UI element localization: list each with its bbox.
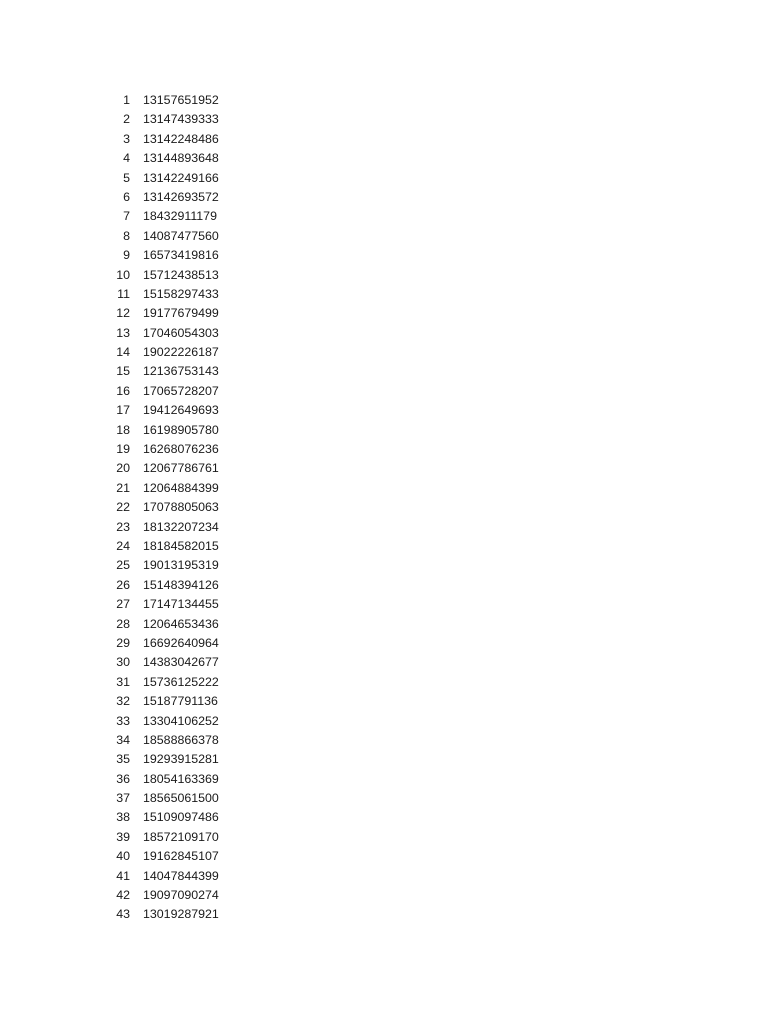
list-row [0,770,768,789]
list-row [0,634,768,653]
row-index: 28 [116,616,130,631]
list-row [0,246,768,265]
list-row [0,518,768,537]
row-value: 16573419816 [143,248,219,263]
row-index: 15 [116,364,130,379]
row-value: 14383042677 [143,655,219,670]
list-row [0,712,768,731]
list-row [0,576,768,595]
list-row [0,498,768,517]
row-index: 24 [116,538,130,553]
list-row [0,595,768,614]
list-row [0,401,768,420]
row-index: 10 [116,267,130,282]
row-index: 11 [117,286,130,301]
list-row [0,653,768,672]
row-index: 2 [123,112,130,127]
list-row [0,266,768,285]
list-row [0,343,768,362]
list-row [0,188,768,207]
row-value: 12136753143 [143,364,219,379]
row-value: 18588866378 [143,732,219,747]
row-value: 17046054303 [143,325,219,340]
list-row [0,789,768,808]
row-index: 29 [116,635,130,650]
row-index: 26 [116,577,130,592]
row-value: 19022226187 [143,345,219,360]
row-index: 32 [116,694,130,709]
row-value: 18432911179 [143,209,217,224]
list-row [0,847,768,866]
row-index: 35 [116,752,130,767]
row-index: 21 [116,480,130,495]
number-list [0,91,768,925]
row-index: 43 [116,907,130,922]
row-value: 15109097486 [143,810,219,825]
row-index: 6 [123,189,130,204]
row-value: 19412649693 [143,403,219,418]
row-index: 4 [123,151,130,166]
row-index: 14 [116,345,130,360]
row-value: 15148394126 [143,577,219,592]
row-index: 12 [116,306,130,321]
row-index: 34 [116,732,130,747]
list-row [0,362,768,381]
row-index: 19 [116,442,130,457]
row-value: 12064653436 [143,616,219,631]
row-index: 33 [116,713,130,728]
list-row [0,905,768,924]
row-value: 19162845107 [143,849,219,864]
list-row [0,673,768,692]
row-index: 31 [116,674,130,689]
row-value: 18132207234 [143,519,219,534]
row-index: 25 [116,558,130,573]
list-row [0,615,768,634]
row-index: 17 [116,403,130,418]
list-row [0,169,768,188]
list-row [0,537,768,556]
row-value: 12064884399 [143,480,219,495]
row-value: 13144893648 [143,151,219,166]
list-row [0,421,768,440]
list-row [0,731,768,750]
list-row [0,808,768,827]
row-value: 14047844399 [143,868,219,883]
row-value: 13157651952 [143,93,219,107]
list-row [0,207,768,226]
row-value: 17147134455 [143,597,219,612]
list-row [0,130,768,149]
row-index: 39 [116,829,130,844]
row-value: 16268076236 [143,442,219,457]
row-index: 8 [123,228,130,243]
list-row [0,867,768,886]
row-index: 20 [116,461,130,476]
row-value: 16692640964 [143,635,219,650]
row-value: 15712438513 [143,267,219,282]
row-index: 18 [116,422,130,437]
row-value: 14087477560 [143,228,219,243]
row-value: 19177679499 [143,306,219,321]
row-index: 7 [123,209,130,224]
row-index: 36 [116,771,130,786]
row-value: 13019287921 [143,907,219,922]
row-index: 1 [123,93,130,107]
row-index: 40 [116,849,130,864]
row-value: 19013195319 [143,558,219,573]
row-index: 42 [116,888,130,903]
row-index: 27 [116,597,130,612]
row-value: 13142248486 [143,131,219,146]
row-index: 13 [116,325,130,340]
row-value: 12067786761 [143,461,219,476]
row-value: 13142249166 [143,170,219,185]
row-value: 18054163369 [143,771,219,786]
row-value: 17078805063 [143,500,219,515]
list-row [0,479,768,498]
list-row [0,692,768,711]
row-index: 9 [123,248,130,263]
list-row [0,459,768,478]
list-row [0,556,768,575]
row-index: 37 [116,791,130,806]
row-index: 22 [116,500,130,515]
row-index: 5 [123,170,130,185]
row-value: 18184582015 [143,538,219,553]
list-row [0,149,768,168]
list-row [0,110,768,129]
row-index: 30 [116,655,130,670]
list-row [0,886,768,905]
list-row [0,227,768,246]
row-index: 41 [116,868,130,883]
row-value: 15187791136 [143,694,218,709]
row-value: 18572109170 [143,829,219,844]
list-row [0,285,768,304]
list-row [0,440,768,459]
row-value: 13142693572 [143,189,219,204]
row-value: 16198905780 [143,422,219,437]
row-value: 17065728207 [143,383,219,398]
row-index: 23 [116,519,130,534]
row-value: 19097090274 [143,888,219,903]
row-index: 16 [116,383,130,398]
row-index: 38 [116,810,130,825]
row-index: 3 [123,131,130,146]
row-value: 15736125222 [143,674,219,689]
row-value: 13304106252 [143,713,219,728]
row-value: 15158297433 [143,286,219,301]
list-row [0,91,768,110]
row-value: 18565061500 [143,791,219,806]
list-row [0,828,768,847]
list-row [0,304,768,323]
row-value: 19293915281 [143,752,219,767]
row-value: 13147439333 [143,112,219,127]
list-row [0,750,768,769]
list-row [0,382,768,401]
list-row [0,324,768,343]
